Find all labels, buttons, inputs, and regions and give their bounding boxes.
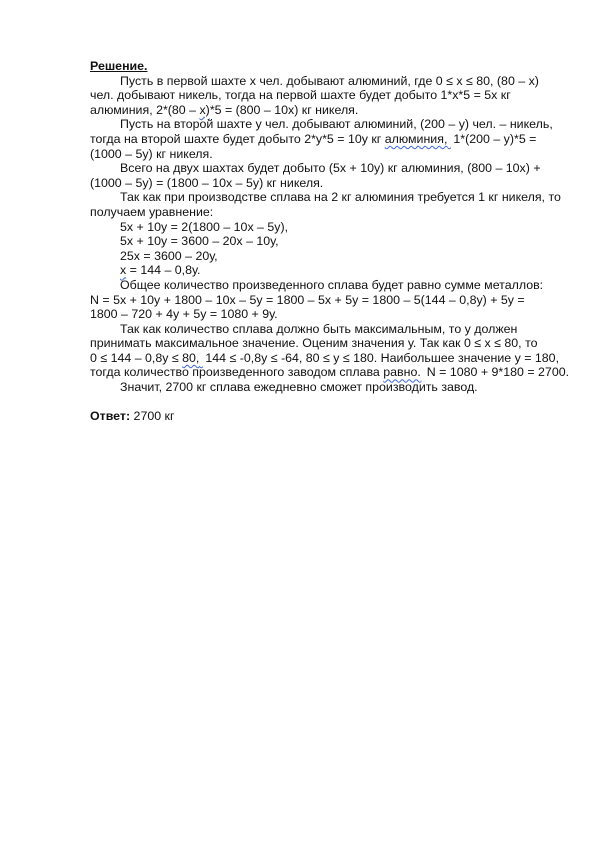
equation-1: 5х + 10у = 2(1800 – 10х – 5у), — [120, 219, 289, 234]
para2-line2 — [90, 132, 540, 147]
max-line3 — [90, 350, 560, 366]
para2-line3: (1000 – 5у) кг никеля. — [90, 146, 213, 161]
para1-line3-part-c: *5 = (800 – 10х) кг никеля. — [209, 102, 359, 117]
max-line3-part-a: 0 ≤ 144 – 0,8у ≤ — [90, 350, 183, 365]
equation-3: 25х = 3600 – 20у, — [120, 248, 218, 263]
max-line4 — [90, 365, 570, 380]
max-line4-part-a: тогда количество произведенного заводом сплава — [90, 365, 384, 380]
spellcheck-mark: х — [120, 263, 127, 278]
answer-label: Ответ: — [90, 408, 131, 423]
answer — [90, 409, 540, 424]
max-line3-part-c: 144 ≤ -0,8у ≤ -64, 80 ≤ у ≤ 180. Наибольшее значение у = 180, — [205, 350, 560, 365]
para3-line1: Всего на двух шахтах будет добыто (5х + 10у) кг алюминия, (800 – 10х) + — [120, 161, 541, 176]
equation-4 — [90, 263, 540, 278]
para2-line2-part-c: 1*(200 – у)*5 = — [453, 131, 537, 146]
spellcheck-mark: х) — [199, 102, 210, 117]
para4-line2: получаем уравнение: — [90, 204, 214, 219]
para4-line1: Так как при производстве сплава на 2 кг алюминия требуется 1 кг никеля, то — [120, 190, 561, 205]
solution-heading — [90, 59, 540, 74]
max-line2: принимать максимальное значение. Оценим значения у. Так как 0 ≤ х ≤ 80, то — [90, 336, 538, 351]
para1-line3 — [90, 103, 540, 118]
total-line3: 1800 – 720 + 4у + 5у = 1080 + 9у. — [90, 307, 278, 322]
equation-4-rest: = 144 – 0,8у. — [126, 263, 201, 278]
spellcheck-mark: алюминия, — [384, 131, 448, 146]
spellcheck-mark: 80, — [182, 350, 200, 365]
solution-heading-text: Решение. — [90, 59, 148, 73]
max-line1: Так как количество сплава должно быть максимальным, то у должен — [120, 321, 518, 336]
spellcheck-mark: равно. — [383, 365, 421, 380]
para3-line2: (1000 – 5у) = (1800 – 10х – 5у) кг никеля. — [90, 175, 324, 190]
para2-line1: Пусть на второй шахте у чел. добывают алюминий, (200 – у) чел. – никель, — [120, 117, 553, 132]
conclusion: Значит, 2700 кг сплава ежедневно сможет производить завод. — [120, 380, 478, 395]
max-line4-part-c: N = 1080 + 9*180 = 2700. — [426, 365, 570, 380]
equation-2: 5х + 10у = 3600 – 20х – 10у, — [120, 234, 279, 249]
para1-line3-part-a: алюминия, 2*(80 – — [90, 102, 200, 117]
total-line2: N = 5х + 10у + 1800 – 10х – 5у = 1800 – 5х + 5у = 1800 – 5(144 – 0,8у) + 5у = — [90, 292, 525, 307]
para1-line1: Пусть в первой шахте х чел. добывают алюминий, где 0 ≤ х ≤ 80, (80 – х) — [120, 73, 539, 88]
answer-value: 2700 кг — [133, 408, 175, 423]
total-line1: Общее количество произведенного сплава будет равно сумме металлов: — [120, 277, 544, 292]
para1-line2: чел. добывают никель, тогда на первой шахте будет добыто 1*х*5 = 5х кг — [90, 88, 511, 103]
para2-line2-part-a: тогда на второй шахте будет добыто 2*у*5 = 10у кг — [90, 131, 385, 146]
